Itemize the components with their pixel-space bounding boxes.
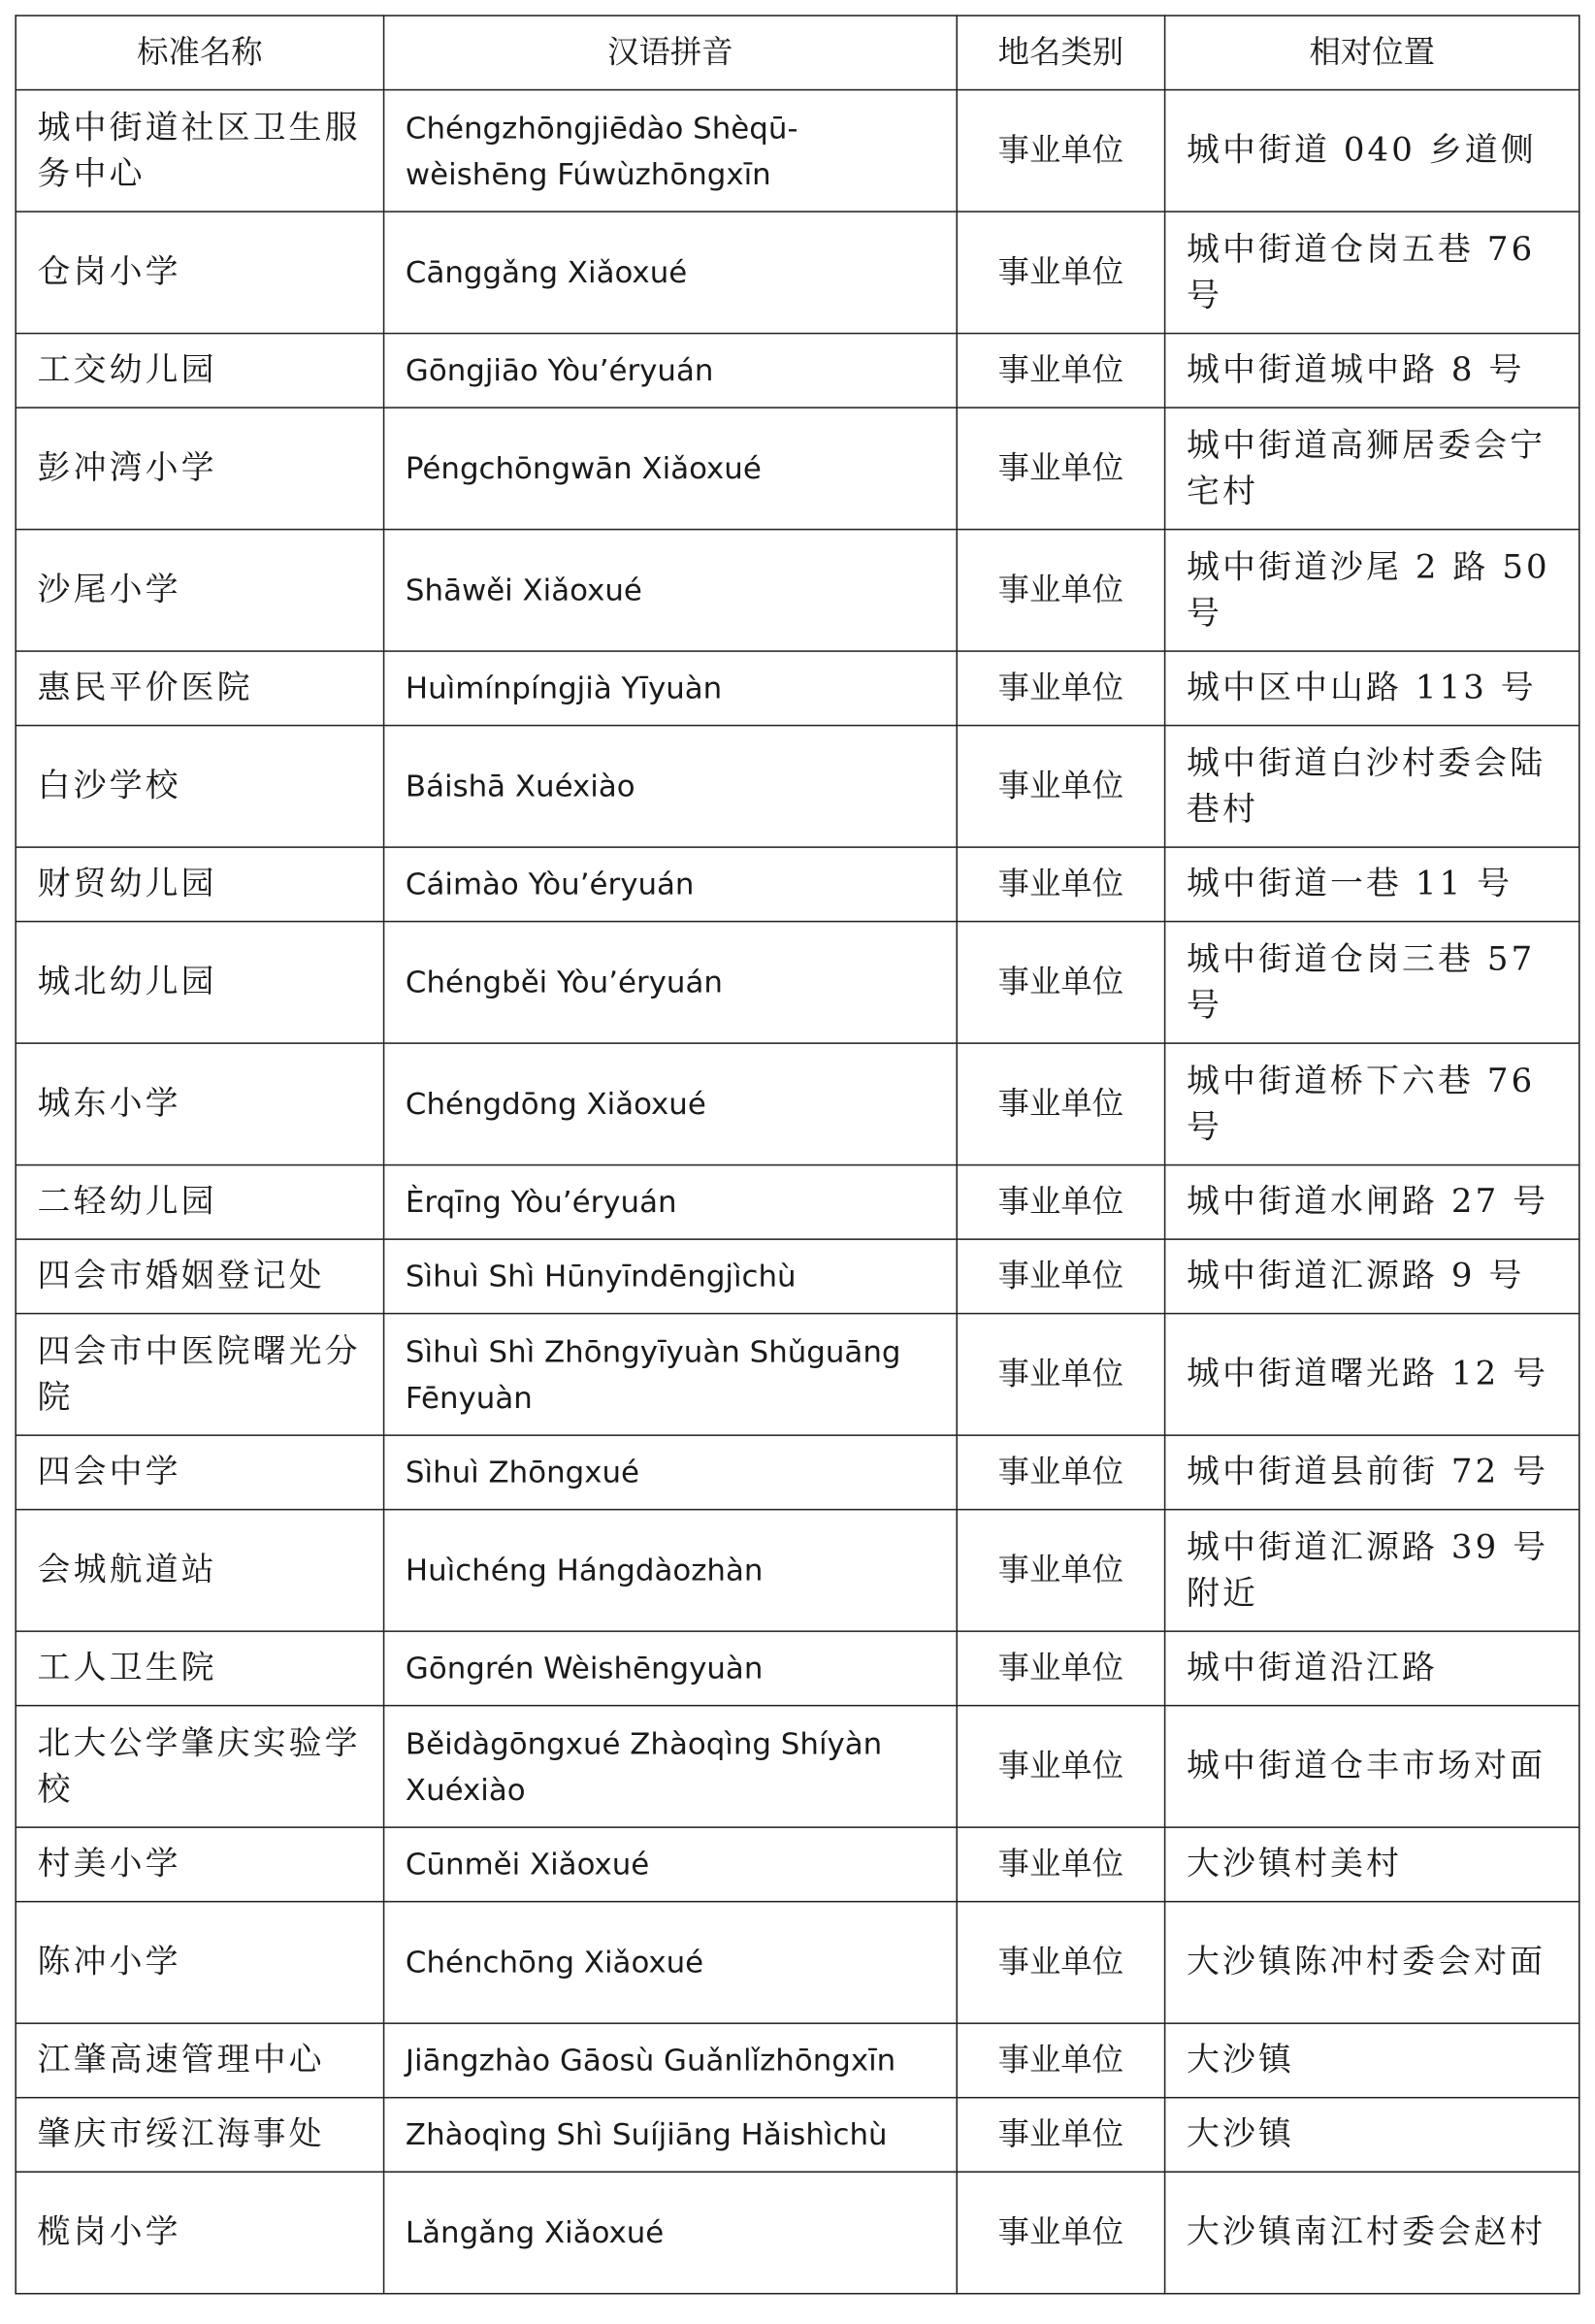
cell-category: 事业单位 <box>957 2098 1164 2173</box>
cell-pinyin: Chéngběi Yòu’éryuán <box>384 922 958 1043</box>
cell-category: 事业单位 <box>957 1631 1164 1706</box>
cell-category: 事业单位 <box>957 922 1164 1043</box>
cell-location: 大沙镇南江村委会赵村 <box>1165 2172 1579 2293</box>
cell-pinyin: Lǎngǎng Xiǎoxué <box>384 2172 958 2293</box>
cell-category: 事业单位 <box>957 1165 1164 1240</box>
cell-name: 榄岗小学 <box>16 2172 383 2293</box>
table-row <box>16 847 1579 922</box>
table-row <box>16 2172 1579 2293</box>
cell-category: 事业单位 <box>957 726 1164 847</box>
cell-name: 四会中学 <box>16 1435 383 1510</box>
cell-category: 事业单位 <box>957 408 1164 529</box>
cell-name: 肇庆市绥江海事处 <box>16 2098 383 2173</box>
cell-location: 城中街道一巷 11 号 <box>1165 847 1579 922</box>
cell-category: 事业单位 <box>957 1314 1164 1435</box>
cell-pinyin: Cáimào Yòu’éryuán <box>384 847 958 922</box>
table-row <box>16 1239 1579 1314</box>
cell-category: 事业单位 <box>957 1435 1164 1510</box>
cell-name: 仓岗小学 <box>16 212 383 333</box>
header-location: 相对位置 <box>1165 16 1579 90</box>
cell-pinyin: Jiāngzhào Gāosù Guǎnlǐzhōngxīn <box>384 2023 958 2098</box>
cell-pinyin: Chéngdōng Xiǎoxué <box>384 1043 958 1164</box>
cell-pinyin: Cānggǎng Xiǎoxué <box>384 212 958 333</box>
table-row <box>16 1902 1579 2023</box>
table-row <box>16 212 1579 333</box>
cell-pinyin: Huìchéng Hángdàozhàn <box>384 1510 958 1631</box>
cell-category: 事业单位 <box>957 1706 1164 1827</box>
cell-pinyin: Gōngrén Wèishēngyuàn <box>384 1631 958 1706</box>
cell-name: 二轻幼儿园 <box>16 1165 383 1240</box>
header-standard-name: 标准名称 <box>16 16 383 90</box>
cell-location: 城中街道仓岗五巷 76 号 <box>1165 212 1579 333</box>
table-row <box>16 1043 1579 1164</box>
table-row <box>16 1435 1579 1510</box>
table-row <box>16 726 1579 847</box>
cell-name: 工交幼儿园 <box>16 334 383 409</box>
table-row <box>16 1165 1579 1240</box>
cell-category: 事业单位 <box>957 90 1164 212</box>
table-row <box>16 90 1579 212</box>
cell-name: 白沙学校 <box>16 726 383 847</box>
cell-category: 事业单位 <box>957 334 1164 409</box>
cell-pinyin: Huìmínpíngjià Yīyuàn <box>384 651 958 726</box>
cell-category: 事业单位 <box>957 1239 1164 1314</box>
cell-pinyin: Zhàoqìng Shì Suíjiāng Hǎishìchù <box>384 2098 958 2173</box>
cell-category: 事业单位 <box>957 1827 1164 1902</box>
cell-location: 城中街道仓丰市场对面 <box>1165 1706 1579 1827</box>
cell-pinyin: Cūnměi Xiǎoxué <box>384 1827 958 1902</box>
cell-name: 北大公学肇庆实验学校 <box>16 1706 383 1827</box>
cell-name: 财贸幼儿园 <box>16 847 383 922</box>
cell-category: 事业单位 <box>957 847 1164 922</box>
table-row <box>16 334 1579 409</box>
cell-name: 工人卫生院 <box>16 1631 383 1706</box>
cell-category: 事业单位 <box>957 530 1164 651</box>
cell-location: 城中街道高狮居委会宁宅村 <box>1165 408 1579 529</box>
cell-category: 事业单位 <box>957 1902 1164 2023</box>
cell-location: 城中街道仓岗三巷 57 号 <box>1165 922 1579 1043</box>
cell-pinyin: Sìhuì Shì Hūnyīndēngjìchù <box>384 1239 958 1314</box>
cell-pinyin: Běidàgōngxué Zhàoqìng Shíyàn Xuéxiào <box>384 1706 958 1827</box>
cell-name: 四会市婚姻登记处 <box>16 1239 383 1314</box>
cell-name: 惠民平价医院 <box>16 651 383 726</box>
cell-pinyin: Gōngjiāo Yòu’éryuán <box>384 334 958 409</box>
cell-location: 城中街道水闸路 27 号 <box>1165 1165 1579 1240</box>
cell-location: 城中街道曙光路 12 号 <box>1165 1314 1579 1435</box>
table-row <box>16 1827 1579 1902</box>
table-row <box>16 408 1579 529</box>
table-row <box>16 1314 1579 1435</box>
header-category: 地名类别 <box>957 16 1164 90</box>
cell-name: 陈冲小学 <box>16 1902 383 2023</box>
table-row <box>16 1631 1579 1706</box>
cell-name: 城中街道社区卫生服务中心 <box>16 90 383 212</box>
cell-name: 沙尾小学 <box>16 530 383 651</box>
table-row <box>16 2098 1579 2173</box>
header-pinyin: 汉语拼音 <box>384 16 958 90</box>
cell-location: 城中区中山路 113 号 <box>1165 651 1579 726</box>
cell-pinyin: Sìhuì Shì Zhōngyīyuàn Shǔguāng Fēnyuàn <box>384 1314 958 1435</box>
cell-location: 大沙镇 <box>1165 2023 1579 2098</box>
cell-location: 城中街道城中路 8 号 <box>1165 334 1579 409</box>
cell-category: 事业单位 <box>957 2023 1164 2098</box>
cell-location: 城中街道汇源路 39 号附近 <box>1165 1510 1579 1631</box>
cell-category: 事业单位 <box>957 651 1164 726</box>
cell-pinyin: Shāwěi Xiǎoxué <box>384 530 958 651</box>
header-row <box>16 16 1579 90</box>
cell-location: 大沙镇 <box>1165 2098 1579 2173</box>
cell-location: 城中街道沙尾 2 路 50 号 <box>1165 530 1579 651</box>
table-row <box>16 530 1579 651</box>
table-row <box>16 2023 1579 2098</box>
cell-pinyin: Sìhuì Zhōngxué <box>384 1435 958 1510</box>
cell-category: 事业单位 <box>957 212 1164 333</box>
cell-name: 会城航道站 <box>16 1510 383 1631</box>
cell-name: 城北幼儿园 <box>16 922 383 1043</box>
table-row <box>16 1706 1579 1827</box>
table-row <box>16 1510 1579 1631</box>
cell-category: 事业单位 <box>957 1510 1164 1631</box>
cell-name: 江肇高速管理中心 <box>16 2023 383 2098</box>
cell-location: 城中街道 040 乡道侧 <box>1165 90 1579 212</box>
cell-name: 城东小学 <box>16 1043 383 1164</box>
table-row <box>16 651 1579 726</box>
place-name-table <box>15 15 1579 2294</box>
cell-pinyin: Èrqīng Yòu’éryuán <box>384 1165 958 1240</box>
cell-category: 事业单位 <box>957 2172 1164 2293</box>
cell-location: 大沙镇陈冲村委会对面 <box>1165 1902 1579 2023</box>
cell-location: 城中街道县前街 72 号 <box>1165 1435 1579 1510</box>
cell-location: 城中街道沿江路 <box>1165 1631 1579 1706</box>
cell-location: 城中街道白沙村委会陆巷村 <box>1165 726 1579 847</box>
cell-location: 城中街道汇源路 9 号 <box>1165 1239 1579 1314</box>
cell-pinyin: Báishā Xuéxiào <box>384 726 958 847</box>
cell-location: 城中街道桥下六巷 76 号 <box>1165 1043 1579 1164</box>
cell-name: 村美小学 <box>16 1827 383 1902</box>
cell-location: 大沙镇村美村 <box>1165 1827 1579 1902</box>
table-row <box>16 922 1579 1043</box>
cell-pinyin: Chénchōng Xiǎoxué <box>384 1902 958 2023</box>
cell-pinyin: Péngchōngwān Xiǎoxué <box>384 408 958 529</box>
cell-name: 彭冲湾小学 <box>16 408 383 529</box>
cell-category: 事业单位 <box>957 1043 1164 1164</box>
cell-name: 四会市中医院曙光分院 <box>16 1314 383 1435</box>
cell-pinyin: Chéngzhōngjiēdào Shèqū-wèishēng Fúwùzhōngxīn <box>384 90 958 212</box>
